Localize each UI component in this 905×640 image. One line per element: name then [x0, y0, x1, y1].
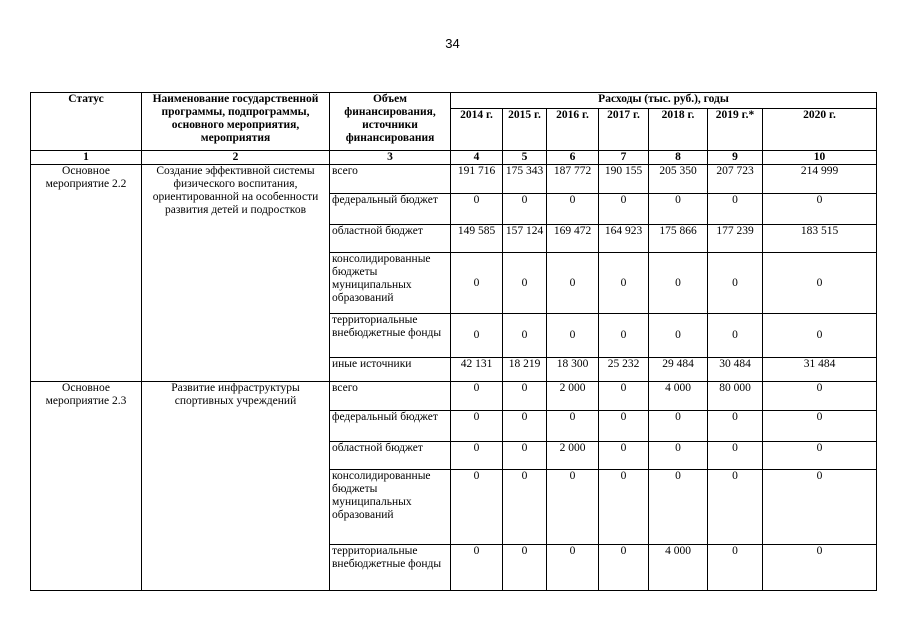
table-row: [31, 382, 877, 411]
funding-source: федеральный бюджет: [330, 411, 451, 442]
page-number: 34: [445, 36, 460, 51]
value-cell: 0: [503, 314, 547, 358]
value-cell: 0: [503, 382, 547, 411]
funding-source: областной бюджет: [330, 225, 451, 253]
column-number: 1: [31, 151, 142, 165]
value-cell: 0: [599, 545, 649, 591]
header-year: 2016 г.: [547, 109, 599, 151]
funding-source: консолидированные бюджеты муниципальных образований: [330, 253, 451, 314]
value-cell: 0: [763, 470, 877, 545]
column-number: 8: [649, 151, 708, 165]
header-year: 2019 г.*: [708, 109, 763, 151]
value-cell: 191 716: [451, 165, 503, 194]
value-cell: 0: [708, 411, 763, 442]
value-cell: 80 000: [708, 382, 763, 411]
value-cell: 164 923: [599, 225, 649, 253]
value-cell: 25 232: [599, 358, 649, 382]
funding-source: территориальные внебюджетные фонды: [330, 545, 451, 591]
funding-source: всего: [330, 165, 451, 194]
measure-name-cell: Создание эффективной системы физического воспитания, ориентированной на особенности развития детей и подростков: [142, 165, 330, 382]
value-cell: 18 300: [547, 358, 599, 382]
column-number: 3: [330, 151, 451, 165]
value-cell: 2 000: [547, 442, 599, 470]
value-cell: 0: [599, 194, 649, 225]
value-cell: 0: [451, 382, 503, 411]
value-cell: 0: [763, 194, 877, 225]
value-cell: 0: [547, 411, 599, 442]
header-year: 2015 г.: [503, 109, 547, 151]
funding-source: консолидированные бюджеты муниципальных образований: [330, 470, 451, 545]
column-number: 5: [503, 151, 547, 165]
value-cell: 0: [451, 194, 503, 225]
funding-source: федеральный бюджет: [330, 194, 451, 225]
value-cell: 0: [451, 442, 503, 470]
value-cell: 0: [599, 411, 649, 442]
value-cell: 207 723: [708, 165, 763, 194]
value-cell: 0: [503, 253, 547, 314]
value-cell: 183 515: [763, 225, 877, 253]
value-cell: 0: [763, 382, 877, 411]
header-year: 2018 г.: [649, 109, 708, 151]
value-cell: 0: [649, 411, 708, 442]
value-cell: 157 124: [503, 225, 547, 253]
value-cell: 177 239: [708, 225, 763, 253]
value-cell: 205 350: [649, 165, 708, 194]
funding-source: иные источники: [330, 358, 451, 382]
value-cell: 4 000: [649, 545, 708, 591]
value-cell: 0: [547, 545, 599, 591]
value-cell: 0: [503, 545, 547, 591]
value-cell: 149 585: [451, 225, 503, 253]
value-cell: 0: [451, 253, 503, 314]
value-cell: 0: [649, 194, 708, 225]
value-cell: 0: [503, 442, 547, 470]
value-cell: 0: [547, 194, 599, 225]
value-cell: 0: [599, 253, 649, 314]
column-number: 10: [763, 151, 877, 165]
header-year: 2020 г.: [763, 109, 877, 151]
value-cell: 0: [503, 194, 547, 225]
value-cell: 0: [649, 470, 708, 545]
value-cell: 0: [599, 470, 649, 545]
value-cell: 0: [503, 470, 547, 545]
value-cell: 175 866: [649, 225, 708, 253]
funding-source: всего: [330, 382, 451, 411]
value-cell: 0: [547, 470, 599, 545]
value-cell: 0: [649, 442, 708, 470]
value-cell: 31 484: [763, 358, 877, 382]
value-cell: 214 999: [763, 165, 877, 194]
value-cell: 0: [451, 314, 503, 358]
value-cell: 2 000: [547, 382, 599, 411]
value-cell: 169 472: [547, 225, 599, 253]
value-cell: 0: [708, 194, 763, 225]
value-cell: 0: [708, 314, 763, 358]
value-cell: 0: [547, 314, 599, 358]
value-cell: 0: [451, 545, 503, 591]
value-cell: 0: [599, 382, 649, 411]
value-cell: 0: [599, 442, 649, 470]
header-volume: Объем финансирования, источники финансирования: [330, 93, 451, 151]
header-name: Наименование государственной программы, подпрограммы, основного мероприятия, мероприятия: [142, 93, 330, 151]
funding-source: областной бюджет: [330, 442, 451, 470]
value-cell: 187 772: [547, 165, 599, 194]
value-cell: 18 219: [503, 358, 547, 382]
column-number: 7: [599, 151, 649, 165]
value-cell: 0: [763, 411, 877, 442]
value-cell: 0: [708, 253, 763, 314]
value-cell: 0: [503, 411, 547, 442]
value-cell: 0: [708, 442, 763, 470]
value-cell: 29 484: [649, 358, 708, 382]
value-cell: 175 343: [503, 165, 547, 194]
value-cell: 0: [451, 411, 503, 442]
column-number: 9: [708, 151, 763, 165]
funding-source: территориальные внебюджетные фонды: [330, 314, 451, 358]
table-row: [31, 165, 877, 194]
value-cell: 0: [649, 314, 708, 358]
header-status: Статус: [31, 93, 142, 151]
value-cell: 0: [451, 470, 503, 545]
value-cell: 0: [763, 442, 877, 470]
value-cell: 190 155: [599, 165, 649, 194]
measure-name-cell: Развитие инфраструктуры спортивных учреждений: [142, 382, 330, 591]
value-cell: 0: [708, 470, 763, 545]
header-year: 2017 г.: [599, 109, 649, 151]
column-number: 6: [547, 151, 599, 165]
value-cell: 0: [547, 253, 599, 314]
value-cell: 0: [763, 314, 877, 358]
header-year: 2014 г.: [451, 109, 503, 151]
status-cell: Основное мероприятие 2.3: [31, 382, 142, 591]
value-cell: 0: [599, 314, 649, 358]
column-number: 2: [142, 151, 330, 165]
value-cell: 0: [649, 253, 708, 314]
value-cell: 0: [763, 545, 877, 591]
header-expenses: Расходы (тыс. руб.), годы: [451, 93, 877, 109]
column-number: 4: [451, 151, 503, 165]
value-cell: 30 484: [708, 358, 763, 382]
value-cell: 4 000: [649, 382, 708, 411]
value-cell: 42 131: [451, 358, 503, 382]
budget-table: [30, 92, 877, 591]
status-cell: Основное мероприятие 2.2: [31, 165, 142, 382]
value-cell: 0: [763, 253, 877, 314]
value-cell: 0: [708, 545, 763, 591]
